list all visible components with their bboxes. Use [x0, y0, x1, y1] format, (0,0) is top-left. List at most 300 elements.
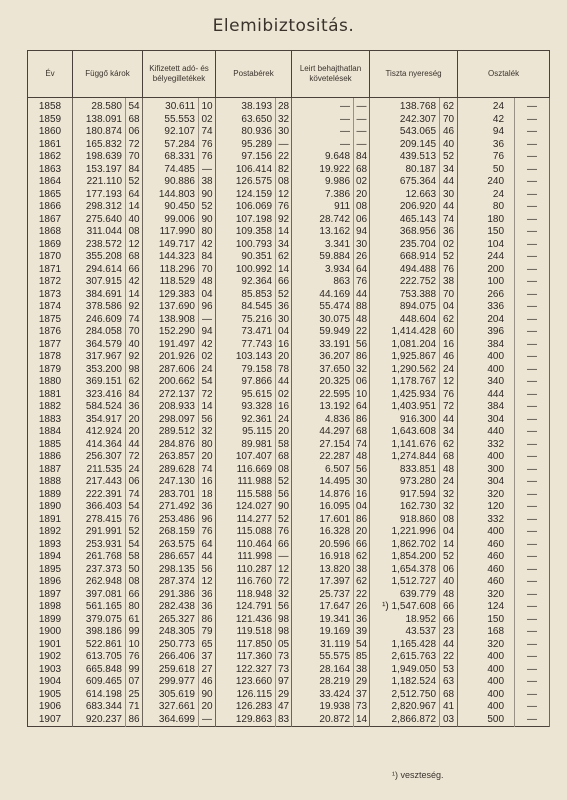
- taxes-cell: 68.331: [143, 151, 199, 164]
- table-row: [28, 489, 550, 502]
- written-off-fraction-cell: —: [354, 126, 370, 139]
- postage-fraction-cell: 72: [276, 576, 292, 589]
- net-profit-cell: 242.307: [370, 114, 440, 127]
- net-profit-cell: 639.779: [370, 589, 440, 602]
- pending-claims-cell: 609.465: [73, 676, 126, 689]
- pending-claims-fraction-cell: 50: [126, 564, 143, 577]
- pending-claims-cell: 355.208: [73, 251, 126, 264]
- net-profit-cell: 1,862.702: [370, 539, 440, 552]
- postage-fraction-cell: 78: [276, 364, 292, 377]
- taxes-cell: 138.908: [143, 314, 199, 327]
- dividend-cell: 460: [458, 576, 515, 589]
- dividend-dash-cell: —: [515, 239, 550, 252]
- net-profit-fraction-cell: 48: [440, 464, 458, 477]
- net-profit-fraction-cell: 62: [440, 314, 458, 327]
- net-profit-cell: 209.145: [370, 139, 440, 152]
- written-off-fraction-cell: 76: [354, 276, 370, 289]
- pending-claims-fraction-cell: 14: [126, 289, 143, 302]
- net-profit-cell: ¹) 1,547.608: [370, 601, 440, 614]
- taxes-fraction-cell: 79: [199, 626, 216, 639]
- postage-fraction-cell: 30: [276, 314, 292, 327]
- taxes-cell: 263.575: [143, 539, 199, 552]
- taxes-cell: 272.137: [143, 389, 199, 402]
- pending-claims-fraction-cell: 74: [126, 489, 143, 502]
- postage-cell: 126.283: [216, 701, 276, 714]
- written-off-fraction-cell: 06: [354, 376, 370, 389]
- table-row: [28, 526, 550, 539]
- taxes-cell: 286.657: [143, 551, 199, 564]
- table-row: [28, 551, 550, 564]
- written-off-fraction-cell: 22: [354, 589, 370, 602]
- net-profit-fraction-cell: 68: [440, 451, 458, 464]
- written-off-cell: —: [292, 98, 354, 114]
- written-off-cell: 9.648: [292, 151, 354, 164]
- table-row: [28, 251, 550, 264]
- pending-claims-fraction-cell: 52: [126, 526, 143, 539]
- year-cell: 1863: [28, 164, 73, 177]
- dividend-cell: 460: [458, 564, 515, 577]
- net-profit-cell: 894.075: [370, 301, 440, 314]
- table-row: [28, 98, 550, 114]
- written-off-cell: 44.297: [292, 426, 354, 439]
- postage-cell: 79.158: [216, 364, 276, 377]
- taxes-cell: 201.926: [143, 351, 199, 364]
- postage-cell: 115.588: [216, 489, 276, 502]
- net-profit-cell: 206.920: [370, 201, 440, 214]
- written-off-cell: 6.507: [292, 464, 354, 477]
- written-off-fraction-cell: 66: [354, 539, 370, 552]
- header-written-off: Leirt behajthatlan követelések: [292, 51, 370, 98]
- dividend-cell: 400: [458, 451, 515, 464]
- written-off-fraction-cell: —: [354, 98, 370, 114]
- table-row: [28, 114, 550, 127]
- written-off-cell: 31.119: [292, 639, 354, 652]
- dividend-dash-cell: —: [515, 126, 550, 139]
- taxes-fraction-cell: 56: [199, 414, 216, 427]
- taxes-cell: 327.661: [143, 701, 199, 714]
- postage-fraction-cell: —: [276, 551, 292, 564]
- written-off-fraction-cell: 36: [354, 614, 370, 627]
- pending-claims-fraction-cell: 20: [126, 426, 143, 439]
- year-cell: 1906: [28, 701, 73, 714]
- taxes-cell: 144.803: [143, 189, 199, 202]
- pending-claims-cell: 275.640: [73, 214, 126, 227]
- pending-claims-fraction-cell: 72: [126, 139, 143, 152]
- pending-claims-cell: 317.967: [73, 351, 126, 364]
- taxes-fraction-cell: —: [199, 164, 216, 177]
- dividend-cell: 36: [458, 139, 515, 152]
- dividend-dash-cell: —: [515, 364, 550, 377]
- net-profit-fraction-cell: 36: [440, 226, 458, 239]
- dividend-dash-cell: —: [515, 451, 550, 464]
- dividend-cell: 120: [458, 501, 515, 514]
- written-off-fraction-cell: —: [354, 139, 370, 152]
- pending-claims-fraction-cell: 06: [126, 126, 143, 139]
- dividend-cell: 204: [458, 314, 515, 327]
- taxes-cell: 287.374: [143, 576, 199, 589]
- dividend-dash-cell: —: [515, 601, 550, 614]
- postage-cell: 95.115: [216, 426, 276, 439]
- pending-claims-cell: 613.705: [73, 651, 126, 664]
- pending-claims-fraction-cell: 08: [126, 226, 143, 239]
- dividend-dash-cell: —: [515, 276, 550, 289]
- year-cell: 1902: [28, 651, 73, 664]
- pending-claims-fraction-cell: 24: [126, 464, 143, 477]
- pending-claims-cell: 261.768: [73, 551, 126, 564]
- dividend-cell: 24: [458, 189, 515, 202]
- postage-fraction-cell: 22: [276, 151, 292, 164]
- written-off-cell: 17.397: [292, 576, 354, 589]
- postage-cell: 100.992: [216, 264, 276, 277]
- dividend-cell: 440: [458, 426, 515, 439]
- pending-claims-cell: 177.193: [73, 189, 126, 202]
- pending-claims-cell: 364.579: [73, 339, 126, 352]
- net-profit-fraction-cell: 48: [440, 589, 458, 602]
- written-off-cell: 16.328: [292, 526, 354, 539]
- pending-claims-cell: 353.200: [73, 364, 126, 377]
- taxes-fraction-cell: 96: [199, 301, 216, 314]
- postage-fraction-cell: 68: [276, 451, 292, 464]
- postage-cell: 117.850: [216, 639, 276, 652]
- header-year: Év: [28, 51, 73, 98]
- postage-cell: 77.743: [216, 339, 276, 352]
- postage-fraction-cell: 98: [276, 626, 292, 639]
- postage-fraction-cell: 66: [276, 539, 292, 552]
- pending-claims-fraction-cell: 86: [126, 714, 143, 727]
- dividend-dash-cell: —: [515, 676, 550, 689]
- pending-claims-cell: 298.312: [73, 201, 126, 214]
- dividend-dash-cell: —: [515, 464, 550, 477]
- postage-cell: 122.327: [216, 664, 276, 677]
- dividend-cell: 384: [458, 401, 515, 414]
- net-profit-cell: 235.704: [370, 239, 440, 252]
- taxes-fraction-cell: 36: [199, 601, 216, 614]
- dividend-dash-cell: —: [515, 626, 550, 639]
- net-profit-cell: 12.663: [370, 189, 440, 202]
- dividend-cell: 76: [458, 151, 515, 164]
- postage-fraction-cell: 73: [276, 664, 292, 677]
- pending-claims-fraction-cell: 68: [126, 114, 143, 127]
- postage-fraction-cell: 14: [276, 226, 292, 239]
- pending-claims-fraction-cell: 84: [126, 164, 143, 177]
- year-cell: 1868: [28, 226, 73, 239]
- dividend-cell: 384: [458, 339, 515, 352]
- dividend-dash-cell: —: [515, 339, 550, 352]
- taxes-fraction-cell: 72: [199, 389, 216, 402]
- written-off-cell: 16.095: [292, 501, 354, 514]
- table-row: [28, 414, 550, 427]
- dividend-cell: 400: [458, 526, 515, 539]
- written-off-cell: 9.986: [292, 176, 354, 189]
- net-profit-fraction-cell: 52: [440, 551, 458, 564]
- written-off-fraction-cell: 94: [354, 226, 370, 239]
- pending-claims-cell: 584.524: [73, 401, 126, 414]
- net-profit-cell: 80.187: [370, 164, 440, 177]
- taxes-fraction-cell: 38: [199, 176, 216, 189]
- table-row: [28, 576, 550, 589]
- table-row: [28, 651, 550, 664]
- dividend-cell: 400: [458, 689, 515, 702]
- taxes-cell: 298.135: [143, 564, 199, 577]
- table-row: [28, 614, 550, 627]
- pending-claims-fraction-cell: 70: [126, 151, 143, 164]
- net-profit-fraction-cell: 23: [440, 626, 458, 639]
- net-profit-fraction-cell: 70: [440, 289, 458, 302]
- postage-cell: 116.760: [216, 576, 276, 589]
- taxes-fraction-cell: 84: [199, 251, 216, 264]
- written-off-fraction-cell: 48: [354, 451, 370, 464]
- pending-claims-fraction-cell: 92: [126, 301, 143, 314]
- net-profit-cell: 543.065: [370, 126, 440, 139]
- dividend-dash-cell: —: [515, 376, 550, 389]
- pending-claims-cell: 237.373: [73, 564, 126, 577]
- table-row: [28, 201, 550, 214]
- postage-cell: 107.198: [216, 214, 276, 227]
- postage-fraction-cell: 14: [276, 264, 292, 277]
- postage-cell: 97.866: [216, 376, 276, 389]
- taxes-fraction-cell: 64: [199, 539, 216, 552]
- dividend-cell: 124: [458, 601, 515, 614]
- year-cell: 1881: [28, 389, 73, 402]
- taxes-cell: 259.618: [143, 664, 199, 677]
- dividend-dash-cell: —: [515, 714, 550, 727]
- written-off-fraction-cell: 37: [354, 689, 370, 702]
- dividend-dash-cell: —: [515, 614, 550, 627]
- net-profit-fraction-cell: 66: [440, 614, 458, 627]
- net-profit-fraction-cell: 34: [440, 426, 458, 439]
- written-off-cell: 3.934: [292, 264, 354, 277]
- pending-claims-fraction-cell: 08: [126, 576, 143, 589]
- table-row: [28, 326, 550, 339]
- table-row: [28, 364, 550, 377]
- postage-fraction-cell: 02: [276, 389, 292, 402]
- dividend-cell: 50: [458, 164, 515, 177]
- written-off-fraction-cell: 62: [354, 551, 370, 564]
- taxes-fraction-cell: 56: [199, 564, 216, 577]
- taxes-cell: 90.886: [143, 176, 199, 189]
- postage-fraction-cell: —: [276, 139, 292, 152]
- net-profit-fraction-cell: 32: [440, 489, 458, 502]
- dividend-dash-cell: —: [515, 501, 550, 514]
- pending-claims-cell: 366.403: [73, 501, 126, 514]
- net-profit-fraction-cell: 76: [440, 264, 458, 277]
- net-profit-fraction-cell: 44: [440, 176, 458, 189]
- written-off-cell: 55.575: [292, 651, 354, 664]
- taxes-cell: 144.323: [143, 251, 199, 264]
- dividend-dash-cell: —: [515, 326, 550, 339]
- year-cell: 1890: [28, 501, 73, 514]
- postage-fraction-cell: 56: [276, 489, 292, 502]
- postage-cell: 75.216: [216, 314, 276, 327]
- year-cell: 1862: [28, 151, 73, 164]
- postage-cell: 126.575: [216, 176, 276, 189]
- postage-fraction-cell: 28: [276, 98, 292, 114]
- dividend-dash-cell: —: [515, 139, 550, 152]
- postage-cell: 100.793: [216, 239, 276, 252]
- pending-claims-fraction-cell: 66: [126, 589, 143, 602]
- pending-claims-cell: 211.535: [73, 464, 126, 477]
- postage-cell: 106.414: [216, 164, 276, 177]
- header-pending-claims: Függő károk: [73, 51, 143, 98]
- dividend-cell: 100: [458, 276, 515, 289]
- net-profit-cell: 1,425.934: [370, 389, 440, 402]
- pending-claims-fraction-cell: 40: [126, 339, 143, 352]
- written-off-fraction-cell: 20: [354, 526, 370, 539]
- written-off-fraction-cell: 38: [354, 564, 370, 577]
- written-off-cell: 28.164: [292, 664, 354, 677]
- net-profit-cell: 1,643.608: [370, 426, 440, 439]
- net-profit-fraction-cell: 08: [440, 514, 458, 527]
- dividend-cell: 320: [458, 589, 515, 602]
- dividend-cell: 332: [458, 514, 515, 527]
- year-cell: 1898: [28, 601, 73, 614]
- written-off-fraction-cell: 29: [354, 676, 370, 689]
- table-row: [28, 164, 550, 177]
- dividend-dash-cell: —: [515, 114, 550, 127]
- pending-claims-cell: 323.416: [73, 389, 126, 402]
- dividend-cell: 396: [458, 326, 515, 339]
- postage-cell: 106.069: [216, 201, 276, 214]
- header-row: [28, 51, 550, 98]
- written-off-fraction-cell: 26: [354, 601, 370, 614]
- year-cell: 1892: [28, 526, 73, 539]
- written-off-fraction-cell: 85: [354, 651, 370, 664]
- pending-claims-cell: 369.151: [73, 376, 126, 389]
- written-off-cell: —: [292, 139, 354, 152]
- pending-claims-cell: 28.580: [73, 98, 126, 114]
- postage-fraction-cell: 16: [276, 401, 292, 414]
- dividend-dash-cell: —: [515, 426, 550, 439]
- written-off-fraction-cell: 44: [354, 289, 370, 302]
- table-row: [28, 439, 550, 452]
- taxes-fraction-cell: 70: [199, 264, 216, 277]
- dividend-dash-cell: —: [515, 651, 550, 664]
- written-off-cell: 17.647: [292, 601, 354, 614]
- net-profit-fraction-cell: 02: [440, 239, 458, 252]
- dividend-cell: 400: [458, 351, 515, 364]
- table-row: [28, 139, 550, 152]
- pending-claims-fraction-cell: 54: [126, 501, 143, 514]
- pending-claims-fraction-cell: 92: [126, 351, 143, 364]
- pending-claims-fraction-cell: 06: [126, 476, 143, 489]
- net-profit-fraction-cell: 46: [440, 126, 458, 139]
- dividend-dash-cell: —: [515, 414, 550, 427]
- taxes-fraction-cell: 16: [199, 476, 216, 489]
- net-profit-cell: 1,274.844: [370, 451, 440, 464]
- table-row: [28, 714, 550, 727]
- net-profit-cell: 1,925.867: [370, 351, 440, 364]
- year-cell: 1860: [28, 126, 73, 139]
- taxes-cell: 57.284: [143, 139, 199, 152]
- table-row: [28, 189, 550, 202]
- dividend-dash-cell: —: [515, 689, 550, 702]
- dividend-cell: 266: [458, 289, 515, 302]
- pending-claims-fraction-cell: 71: [126, 701, 143, 714]
- written-off-fraction-cell: 73: [354, 701, 370, 714]
- net-profit-cell: 1,141.676: [370, 439, 440, 452]
- year-cell: 1869: [28, 239, 73, 252]
- postage-fraction-cell: 34: [276, 239, 292, 252]
- written-off-cell: 20.872: [292, 714, 354, 727]
- dividend-dash-cell: —: [515, 389, 550, 402]
- taxes-fraction-cell: 36: [199, 589, 216, 602]
- written-off-cell: 22.287: [292, 451, 354, 464]
- net-profit-cell: 162.730: [370, 501, 440, 514]
- table-row: [28, 564, 550, 577]
- net-profit-fraction-cell: 63: [440, 676, 458, 689]
- taxes-fraction-cell: 76: [199, 139, 216, 152]
- net-profit-cell: 1,081.204: [370, 339, 440, 352]
- written-off-fraction-cell: 26: [354, 251, 370, 264]
- taxes-cell: 283.701: [143, 489, 199, 502]
- taxes-fraction-cell: 02: [199, 351, 216, 364]
- postage-fraction-cell: 66: [276, 276, 292, 289]
- net-profit-cell: 918.860: [370, 514, 440, 527]
- pending-claims-cell: 311.044: [73, 226, 126, 239]
- written-off-cell: 19.169: [292, 626, 354, 639]
- postage-cell: 107.407: [216, 451, 276, 464]
- table-row: [28, 351, 550, 364]
- postage-fraction-cell: 16: [276, 339, 292, 352]
- postage-cell: 129.863: [216, 714, 276, 727]
- postage-cell: 124.159: [216, 189, 276, 202]
- written-off-cell: 22.595: [292, 389, 354, 402]
- postage-cell: 109.358: [216, 226, 276, 239]
- written-off-fraction-cell: 68: [354, 426, 370, 439]
- pending-claims-fraction-cell: 25: [126, 689, 143, 702]
- net-profit-cell: 753.388: [370, 289, 440, 302]
- pending-claims-cell: 180.874: [73, 126, 126, 139]
- written-off-fraction-cell: 86: [354, 514, 370, 527]
- written-off-fraction-cell: —: [354, 114, 370, 127]
- table-row: [28, 314, 550, 327]
- pending-claims-fraction-cell: 84: [126, 389, 143, 402]
- pending-claims-fraction-cell: 68: [126, 251, 143, 264]
- table-row: [28, 676, 550, 689]
- year-cell: 1893: [28, 539, 73, 552]
- net-profit-fraction-cell: 52: [440, 151, 458, 164]
- postage-cell: 121.436: [216, 614, 276, 627]
- dividend-cell: 150: [458, 226, 515, 239]
- postage-fraction-cell: 92: [276, 214, 292, 227]
- written-off-cell: 33.191: [292, 339, 354, 352]
- pending-claims-cell: 284.058: [73, 326, 126, 339]
- table-row: [28, 126, 550, 139]
- dividend-dash-cell: —: [515, 514, 550, 527]
- written-off-cell: —: [292, 114, 354, 127]
- year-cell: 1874: [28, 301, 73, 314]
- written-off-fraction-cell: 16: [354, 489, 370, 502]
- table-row: [28, 701, 550, 714]
- net-profit-cell: 448.604: [370, 314, 440, 327]
- pending-claims-fraction-cell: 36: [126, 401, 143, 414]
- net-profit-fraction-cell: 60: [440, 326, 458, 339]
- taxes-cell: 305.619: [143, 689, 199, 702]
- net-profit-cell: 368.956: [370, 226, 440, 239]
- taxes-fraction-cell: 90: [199, 689, 216, 702]
- postage-cell: 95.615: [216, 389, 276, 402]
- postage-fraction-cell: 98: [276, 614, 292, 627]
- dividend-dash-cell: —: [515, 526, 550, 539]
- pending-claims-fraction-cell: 99: [126, 626, 143, 639]
- taxes-fraction-cell: 04: [199, 289, 216, 302]
- taxes-fraction-cell: 80: [199, 226, 216, 239]
- postage-cell: 114.277: [216, 514, 276, 527]
- written-off-cell: 55.474: [292, 301, 354, 314]
- pending-claims-cell: 278.415: [73, 514, 126, 527]
- net-profit-fraction-cell: 74: [440, 214, 458, 227]
- taxes-fraction-cell: 42: [199, 339, 216, 352]
